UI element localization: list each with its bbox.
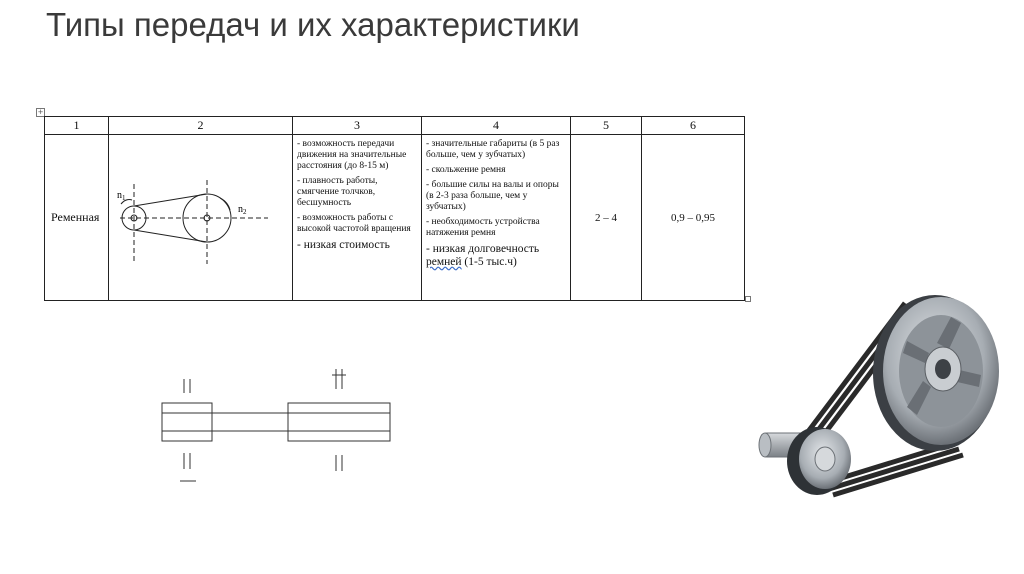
disadvantage-item: - необходимость устройства натяжения ремня xyxy=(426,217,540,238)
advantages-cell xyxy=(293,135,422,301)
header-cell: 4 xyxy=(422,117,571,135)
advantage-item: - плавность работы, смягчение толчков, бесшумность xyxy=(297,176,378,208)
n2-label: $n_2$ xyxy=(238,204,247,216)
disadvantage-text: - низкая долговечность xyxy=(426,243,540,255)
disadvantages-cell xyxy=(422,135,571,301)
pulley-photo xyxy=(755,283,1017,515)
table-resize-handle-icon[interactable] xyxy=(745,296,751,302)
advantage-item: - возможность передачи движения на значительные расстояния (до 8-15 м) xyxy=(297,139,407,171)
advantage-item: - низкая стоимость xyxy=(297,239,390,251)
slide-title: Типы передач и их характеристики xyxy=(46,6,580,43)
header-cell: 1 xyxy=(45,117,109,135)
efficiency: 0,9 – 0,95 xyxy=(642,135,745,301)
disadvantage-text: (1-5 тыс.ч) xyxy=(461,256,517,268)
transmission-type: Ременная xyxy=(45,135,109,301)
disadvantage-item: - большие силы на валы и опоры (в 2-3 раза больше, чем у зубчатых) xyxy=(426,180,559,212)
header-cell: 6 xyxy=(642,117,745,135)
header-cell: 5 xyxy=(571,117,642,135)
header-cell: 2 xyxy=(109,117,293,135)
belt-drive-scheme xyxy=(108,136,292,296)
spellcheck-word: ремней xyxy=(426,256,462,268)
gear-ratio: 2 – 4 xyxy=(571,135,642,301)
disadvantage-item: - значительные габариты (в 5 раз больше, чем у зубчатых) xyxy=(426,139,560,160)
advantage-item: - возможность работы с высокой частотой вращения xyxy=(297,213,411,234)
belt-drive-drawing xyxy=(150,365,400,490)
table-move-handle-icon[interactable]: + xyxy=(37,108,44,116)
disadvantage-item: - скольжение ремня xyxy=(426,165,506,175)
header-cell: 3 xyxy=(293,117,422,135)
disadvantage-item xyxy=(426,243,567,269)
n1-label: $n_1$ xyxy=(117,190,126,202)
header-row xyxy=(45,117,745,135)
